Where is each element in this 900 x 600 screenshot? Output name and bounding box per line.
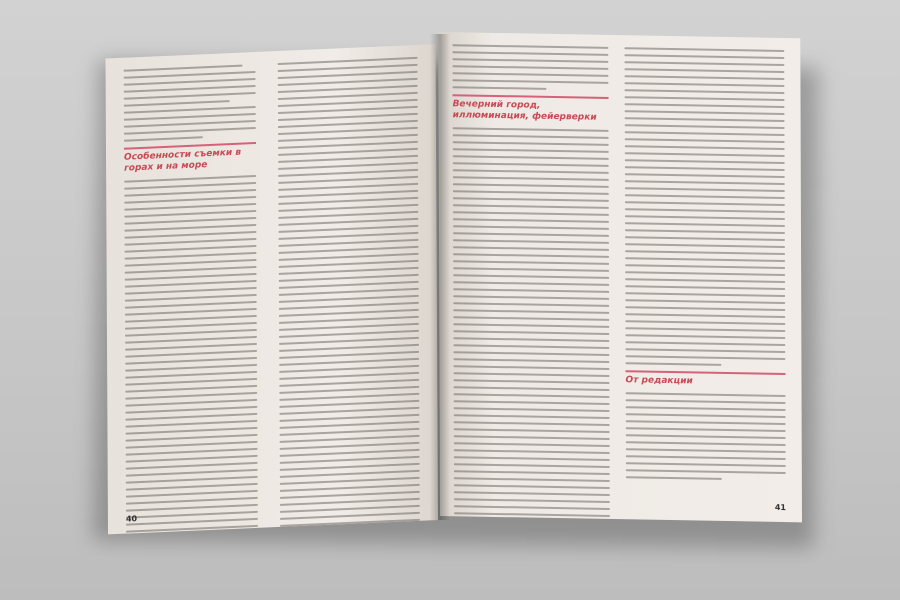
left-column-1 [124, 64, 258, 534]
left-column-2 [278, 57, 420, 535]
book-gutter [430, 34, 450, 520]
right-column-1 [452, 44, 610, 522]
right-page-number: 41 [774, 502, 786, 513]
right-page [438, 32, 802, 522]
left-page-number: 40 [125, 514, 138, 524]
right-heading-2: От редакции [625, 370, 785, 389]
left-page [106, 44, 438, 534]
right-column-2 [624, 47, 786, 486]
left-heading: Особенности съемки в горах и на море [124, 142, 256, 175]
right-heading-1: Вечерний город, иллюминация, фейерверки [453, 94, 609, 124]
